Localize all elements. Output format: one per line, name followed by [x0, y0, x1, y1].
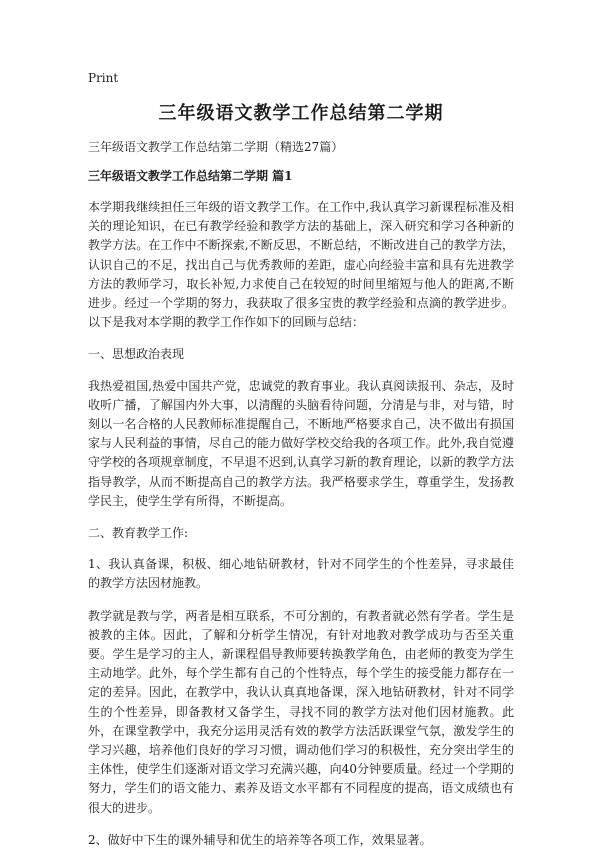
teaching-point-2: 2、做好中下生的课外辅导和优生的培养等各项工作，效果显著。 [88, 832, 432, 847]
section-heading: 三年级语文教学工作总结第二学期 篇1 [88, 169, 293, 183]
document-subtitle: 三年级语文教学工作总结第二学期（精选27篇） [88, 140, 344, 154]
political-paragraph: 我热爱祖国,热爱中国共产党，忠诚党的教育事业。我认真阅读报刊、杂志，及时收听广播，了解国内外大事，以清醒的头脑看待问题，分清是与非，对与错，时刻以一名合格的人民教师标准提醒自己，不断地严格要求自己，决不做出有损国家与人民利益的事情，尽自己的能力做好学校交给我的各项工作。此外,我自觉遵守学校的各项规章制度，不早退不迟到,认真学习新的教育理论，以新的教学方法指导教学，从而不断提高自己的教学方法。我严格要求学生，尊重学生，发扬教学民主，使学生学有所得，不断提高。 [88, 378, 514, 508]
intro-paragraph: 本学期我继续担任三年级的语文教学工作。在工作中,我认真学习新课程标准及相关的理论知识，在已有教学经验和教学方法的基础上，深入研究和学习各种新的教学方法。在工作中不断探索,不断反思，不断总结，不断改进自己的教学方法，认识自己的不足，找出自己与优秀教师的差距，虚心向经验丰富和具有先进教学方法的教师学习，取长补短,力求使自己在较短的时间里缩短与他人的距离,不断进步。经过一个学期的努力，我获取了很多宝贵的教学经验和点滴的教学进步。以下是我对本学期的教学工作作如下的回顾与总结： [88, 200, 514, 330]
teaching-point-1: 1、我认真备课，积极、细心地钻研教材，针对不同学生的个性差异，寻求最佳的教学方法因材施教。 [88, 557, 514, 591]
heading-political: 一、思想政治表现 [88, 347, 185, 362]
document-page [88, 70, 514, 850]
document-title: 三年级语文教学工作总结第二学期 [158, 103, 444, 124]
teaching-paragraph: 教学就是教与学，两者是相互联系，不可分割的，有教者就必然有学者。学生是被教的主体。因此，了解和分析学生情况，有针对地教对教学成功与否至关重要。学生是学习的主人，新课程倡导教师要转换教学角色，由老师的教变为学生主动地学。此外，每个学生都有自己的个性特点，每个学生的接受能力都存在一定的差异。因此，在教学中，我认认真真地备课，深入地钻研教材，针对不同学生的个性差异，即备教材又备学生，寻找不同的教学方法对他们因材施教。此外，在课堂教学中，我充分运用灵活有效的教学方法活跃课堂气氛，激发学生的学习兴趣，培养他们良好的学习习惯，调动他们学习的积极性，充分突出学生的主体性，使学生们逐渐对语文学习充满兴趣，向40分钟要质量。经过一个学期的努力，学生们的语文能力、素养及语文水平都有不同程度的提高，语文成绩也有很大的进步。 [88, 608, 514, 815]
heading-teaching: 二、教育教学工作: [88, 526, 189, 541]
print-link[interactable]: Print [88, 71, 119, 85]
